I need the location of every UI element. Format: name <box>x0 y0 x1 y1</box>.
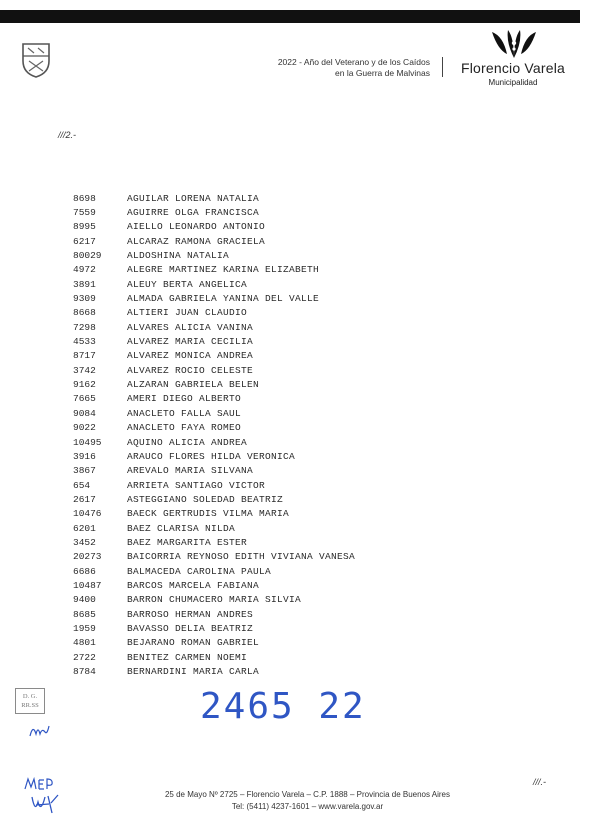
entry-number: 20273 <box>73 551 102 563</box>
list-item <box>73 392 413 406</box>
entry-name: ALTIERI JUAN CLAUDIO <box>127 307 248 319</box>
entry-name: ANACLETO FAYA ROMEO <box>127 422 242 434</box>
entry-number: 654 <box>73 479 91 491</box>
list-item <box>73 234 413 248</box>
entry-name: ALVAREZ MARIA CECILIA <box>127 336 254 348</box>
header-divider <box>442 57 443 77</box>
entry-name: AREVALO MARIA SILVANA <box>127 465 254 477</box>
entry-name: ALEUY BERTA ANGELICA <box>127 278 248 290</box>
entry-name: AMERI DIEGO ALBERTO <box>127 393 242 405</box>
entry-name: AQUINO ALICIA ANDREA <box>127 436 248 448</box>
stamp-box <box>15 688 45 714</box>
entry-number: 9022 <box>73 422 96 434</box>
entry-name: ALZARAN GABRIELA BELEN <box>127 379 260 391</box>
entry-name: BAEZ MARGARITA ESTER <box>127 536 248 548</box>
entry-number: 8784 <box>73 666 96 678</box>
entry-number: 3867 <box>73 465 96 477</box>
entry-name: BENITEZ CARMEN NOEMI <box>127 651 248 663</box>
entry-name: BERNARDINI MARIA CARLA <box>127 666 260 678</box>
footer-contact: Tel: (5411) 4237-1601 – www.varela.gov.ar <box>231 802 384 811</box>
entry-name: ALEGRE MARTINEZ KARINA ELIZABETH <box>127 264 320 276</box>
stamp-line2: RR.SS <box>21 702 39 709</box>
entry-number: 4801 <box>73 637 96 649</box>
entry-number: 6686 <box>73 565 96 577</box>
entry-name: ALDOSHINA NATALIA <box>127 250 230 262</box>
entry-name: ARRIETA SANTIAGO VICTOR <box>127 479 266 491</box>
entry-number: 7559 <box>73 207 96 219</box>
list-item <box>73 464 413 478</box>
entry-name: AIELLO LEONARDO ANTONIO <box>127 221 266 233</box>
entry-number: 1959 <box>73 622 96 634</box>
entry-name: BAVASSO DELIA BEATRIZ <box>127 622 254 634</box>
signature-icon <box>28 722 50 740</box>
list-item <box>73 621 413 635</box>
entry-number: 10487 <box>73 579 102 591</box>
entry-name: AGUILAR LORENA NATALIA <box>127 192 260 204</box>
entry-name: BARRON CHUMACERO MARIA SILVIA <box>127 594 302 606</box>
footer-address: 25 de Mayo Nº 2725 – Florencio Varela – C.P. 1888 – Provincia de Buenos Aires <box>164 790 451 799</box>
entry-number: 3891 <box>73 278 96 290</box>
handwritten-file-number: 2465 22 <box>200 686 366 727</box>
entry-number: 2617 <box>73 493 96 505</box>
stamp-line1: D. G. <box>22 693 38 700</box>
entry-name: BARCOS MARCELA FABIANA <box>127 579 260 591</box>
list-item <box>73 248 413 262</box>
entry-number: 8995 <box>73 221 96 233</box>
header-slogan-line1: 2022 - Año del Veterano y de los Caídos <box>277 57 430 67</box>
list-item <box>73 449 413 463</box>
brand-name: Florencio Varela <box>460 60 566 76</box>
page-marker: ///2.- <box>58 130 77 140</box>
entry-number: 10476 <box>73 508 102 520</box>
top-bar <box>0 10 580 23</box>
list-item <box>73 492 413 506</box>
brand-subtitle: Municipalidad <box>488 78 538 87</box>
list-item <box>73 363 413 377</box>
entry-number: 8668 <box>73 307 96 319</box>
entry-name: ALVARES ALICIA VANINA <box>127 321 254 333</box>
entry-name: BAICORRIA REYNOSO EDITH VIVIANA VANESA <box>127 551 356 563</box>
entry-number: 9162 <box>73 379 96 391</box>
list-item <box>73 349 413 363</box>
entry-number: 6217 <box>73 235 96 247</box>
continuation-marker: ///.- <box>533 777 546 787</box>
entry-number: 8685 <box>73 608 96 620</box>
entry-name: ASTEGGIANO SOLEDAD BEATRIZ <box>127 493 284 505</box>
entry-number: 9084 <box>73 407 96 419</box>
entry-number: 7298 <box>73 321 96 333</box>
list-item <box>73 607 413 621</box>
entry-name: BALMACEDA CAROLINA PAULA <box>127 565 272 577</box>
list-item <box>73 421 413 435</box>
list-item <box>73 191 413 205</box>
entry-number: 4972 <box>73 264 96 276</box>
footer <box>130 789 485 813</box>
entry-name: ANACLETO FALLA SAUL <box>127 407 242 419</box>
entry-name: ARAUCO FLORES HILDA VERONICA <box>127 450 296 462</box>
entry-list <box>73 191 413 679</box>
entry-name: ALVAREZ ROCIO CELESTE <box>127 364 254 376</box>
entry-number: 9400 <box>73 594 96 606</box>
florencio-varela-logo-icon <box>487 28 541 60</box>
entry-number: 8717 <box>73 350 96 362</box>
list-item <box>73 291 413 305</box>
entry-number: 3742 <box>73 364 96 376</box>
list-item <box>73 478 413 492</box>
entry-number: 80029 <box>73 250 102 262</box>
entry-number: 4533 <box>73 336 96 348</box>
list-item <box>73 320 413 334</box>
entry-number: 3916 <box>73 450 96 462</box>
entry-name: ALMADA GABRIELA YANINA DEL VALLE <box>127 293 320 305</box>
entry-number: 2722 <box>73 651 96 663</box>
entry-name: AGUIRRE OLGA FRANCISCA <box>127 207 260 219</box>
entry-number: 10495 <box>73 436 102 448</box>
list-item <box>73 578 413 592</box>
list-item <box>73 205 413 219</box>
list-item <box>73 306 413 320</box>
list-item <box>73 664 413 678</box>
entry-name: BAEZ CLARISA NILDA <box>127 522 236 534</box>
header-slogan-line2: en la Guerra de Malvinas <box>335 68 430 78</box>
list-item <box>73 435 413 449</box>
list-item <box>73 406 413 420</box>
list-item <box>73 550 413 564</box>
list-item <box>73 593 413 607</box>
entry-name: BAECK GERTRUDIS VILMA MARIA <box>127 508 290 520</box>
list-item <box>73 334 413 348</box>
list-item <box>73 650 413 664</box>
handwritten-initials-icon <box>22 775 60 817</box>
list-item <box>73 377 413 391</box>
list-item <box>73 220 413 234</box>
list-item <box>73 521 413 535</box>
municipal-crest-icon <box>20 41 52 79</box>
entry-number: 9309 <box>73 293 96 305</box>
list-item <box>73 636 413 650</box>
entry-number: 3452 <box>73 536 96 548</box>
entry-name: ALVAREZ MONICA ANDREA <box>127 350 254 362</box>
entry-name: BEJARANO ROMAN GABRIEL <box>127 637 260 649</box>
entry-name: BARROSO HERMAN ANDRES <box>127 608 254 620</box>
list-item <box>73 263 413 277</box>
list-item <box>73 564 413 578</box>
entry-number: 7665 <box>73 393 96 405</box>
list-item <box>73 277 413 291</box>
header-slogan <box>200 57 430 79</box>
entry-number: 6201 <box>73 522 96 534</box>
entry-name: ALCARAZ RAMONA GRACIELA <box>127 235 266 247</box>
list-item <box>73 535 413 549</box>
entry-number: 8698 <box>73 192 96 204</box>
list-item <box>73 507 413 521</box>
